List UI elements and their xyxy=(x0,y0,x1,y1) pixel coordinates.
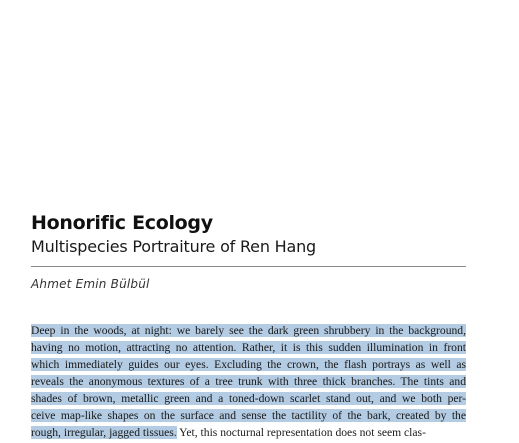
paragraph-line[interactable] xyxy=(31,322,466,339)
paragraph-line[interactable] xyxy=(31,356,466,373)
article-title: Honorific Ecology xyxy=(31,212,213,234)
paragraph-line[interactable] xyxy=(31,390,466,407)
selected-text[interactable]: rough, irregular, jagged tissues. xyxy=(31,426,177,439)
article-subtitle: Multispecies Portraiture of Ren Hang xyxy=(31,237,316,256)
selected-text[interactable]: shades of brown, metallic green and a toned-down scarlet stand out, and we both per- xyxy=(31,392,466,405)
title-divider xyxy=(31,266,466,267)
author-name: Ahmet Emin Bülbül xyxy=(31,277,150,291)
unselected-text[interactable]: Yet, this nocturnal representation does not seem clas- xyxy=(176,426,426,439)
selected-text[interactable]: which immediately guides our eyes. Excluding the crown, the flash portrays as well as xyxy=(31,358,466,371)
selected-text[interactable]: reveals the anonymous textures of a tree trunk with three thick branches. The tints and xyxy=(31,375,466,388)
selected-text[interactable]: Deep in the woods, at night: we barely see the dark green shrubbery in the background, xyxy=(31,324,466,337)
paragraph-line[interactable] xyxy=(31,407,466,424)
article-header xyxy=(31,211,466,258)
paragraph-line[interactable] xyxy=(31,373,466,390)
selected-text[interactable]: having no motion, attracting no attention. Rather, it is this sudden illumination in front xyxy=(31,341,466,354)
paragraph-line[interactable] xyxy=(31,424,466,441)
body-paragraph[interactable] xyxy=(31,322,466,441)
paragraph-line[interactable] xyxy=(31,339,466,356)
selected-text[interactable]: ceive map-like shapes on the surface and sense the tactility of the bark, created by the xyxy=(31,409,466,422)
